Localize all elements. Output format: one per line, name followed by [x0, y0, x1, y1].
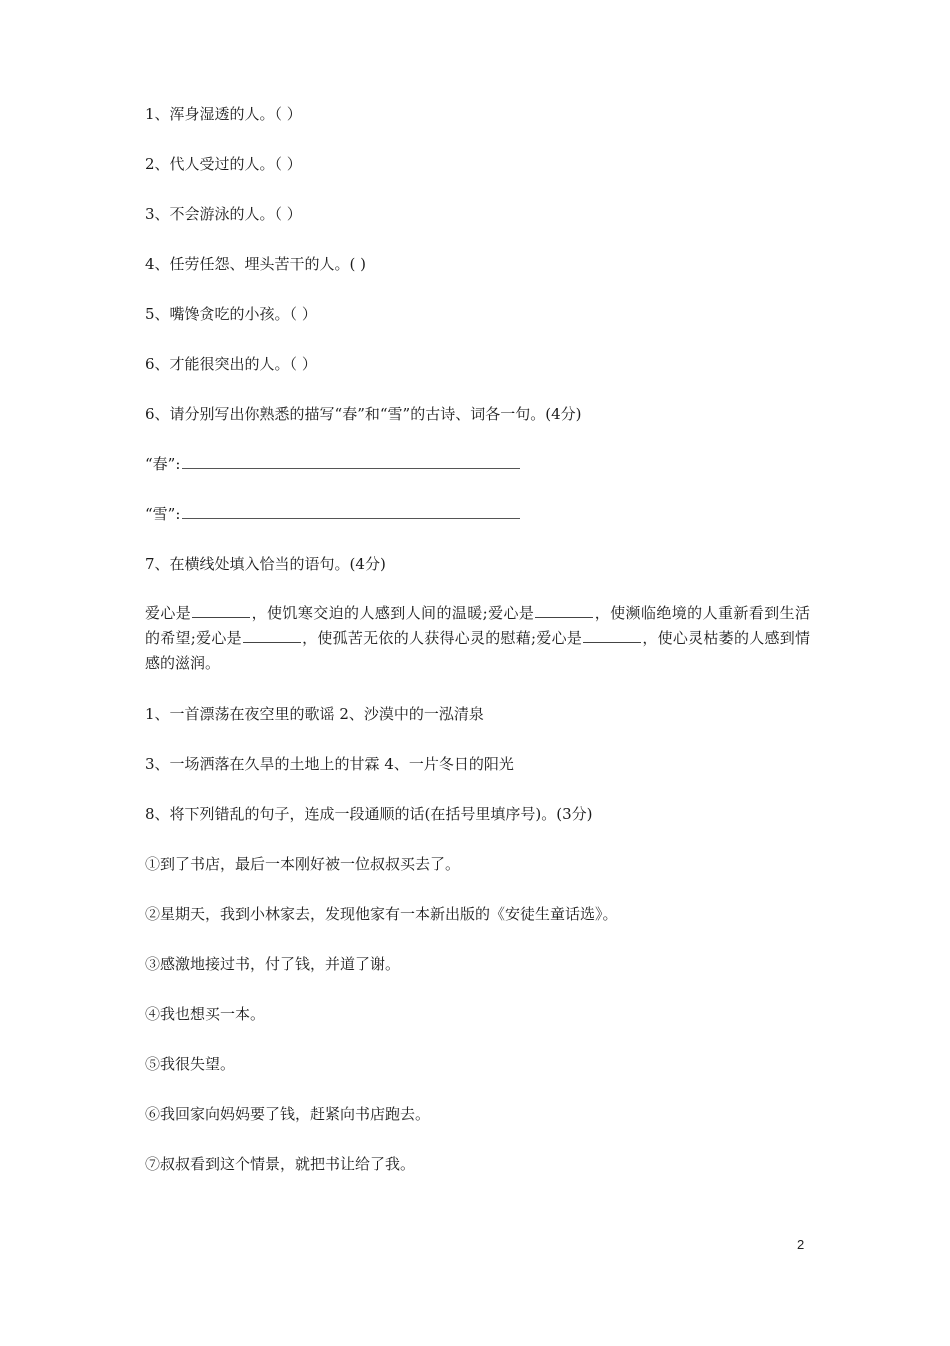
matching-item-2: 2、代人受过的人。（ ） — [145, 155, 302, 173]
q7-prompt: 7、在横线处填入恰当的语句。(4分) — [145, 555, 386, 573]
matching-item-5: 5、嘴馋贪吃的小孩。（ ） — [145, 305, 317, 323]
q8-sentence-6: ⑥我回家向妈妈要了钱，赶紧向书店跑去。 — [145, 1105, 431, 1123]
q6-spring-label: “春”: — [145, 455, 181, 473]
q6-snow-answer-line[interactable] — [182, 504, 520, 519]
q7-options-1: 1、一首漂荡在夜空里的歌谣 2、沙漠中的一泓清泉 — [145, 705, 484, 723]
q7-text-5: ，使心灵枯萎的人感到情感的滋润。 — [145, 629, 810, 672]
q6-spring-row — [145, 454, 520, 474]
q8-prompt: 8、将下列错乱的句子，连成一段通顺的话(在括号里填序号)。(3分) — [145, 805, 593, 823]
q7-text-3: ，使濒临绝境的人重新看到生活的希望;爱心是 — [145, 604, 810, 647]
q6-spring-answer-line[interactable] — [182, 454, 520, 469]
q6-prompt: 6、请分别写出你熟悉的描写“春”和“雪”的古诗、词各一句。(4分) — [145, 405, 582, 423]
q7-options-2: 3、一场洒落在久旱的土地上的甘霖 4、一片冬日的阳光 — [145, 755, 514, 773]
matching-item-3: 3、不会游泳的人。（ ） — [145, 205, 302, 223]
matching-item-1: 1、浑身湿透的人。（ ） — [145, 105, 302, 123]
q8-sentence-1: ①到了书店，最后一本刚好被一位叔叔买去了。 — [145, 855, 461, 873]
matching-item-6: 6、才能很突出的人。（ ） — [145, 355, 317, 373]
q8-sentence-4: ④我也想买一本。 — [145, 1005, 266, 1023]
page-number: 2 — [797, 1237, 805, 1252]
q7-text-2: ，使饥寒交迫的人感到人间的温暖;爱心是 — [251, 604, 535, 622]
matching-item-4: 4、任劳任怨、埋头苦干的人。( ) — [145, 255, 367, 273]
q7-text-1: 爱心是 — [145, 604, 192, 622]
q7-blank-3[interactable] — [243, 627, 301, 643]
q6-snow-row — [145, 504, 520, 524]
q7-blank-2[interactable] — [535, 602, 593, 618]
q7-blank-1[interactable] — [192, 602, 250, 618]
q7-paragraph — [145, 601, 810, 676]
q6-snow-label: “雪”: — [145, 505, 181, 523]
q8-sentence-2: ②星期天，我到小林家去，发现他家有一本新出版的《安徒生童话选》。 — [145, 905, 618, 923]
q8-sentence-3: ③感激地接过书，付了钱，并道了谢。 — [145, 955, 401, 973]
q8-sentence-5: ⑤我很失望。 — [145, 1055, 236, 1073]
q7-text-4: ，使孤苦无依的人获得心灵的慰藉;爱心是 — [301, 629, 583, 647]
q7-blank-4[interactable] — [583, 627, 641, 643]
q8-sentence-7: ⑦叔叔看到这个情景，就把书让给了我。 — [145, 1155, 416, 1173]
